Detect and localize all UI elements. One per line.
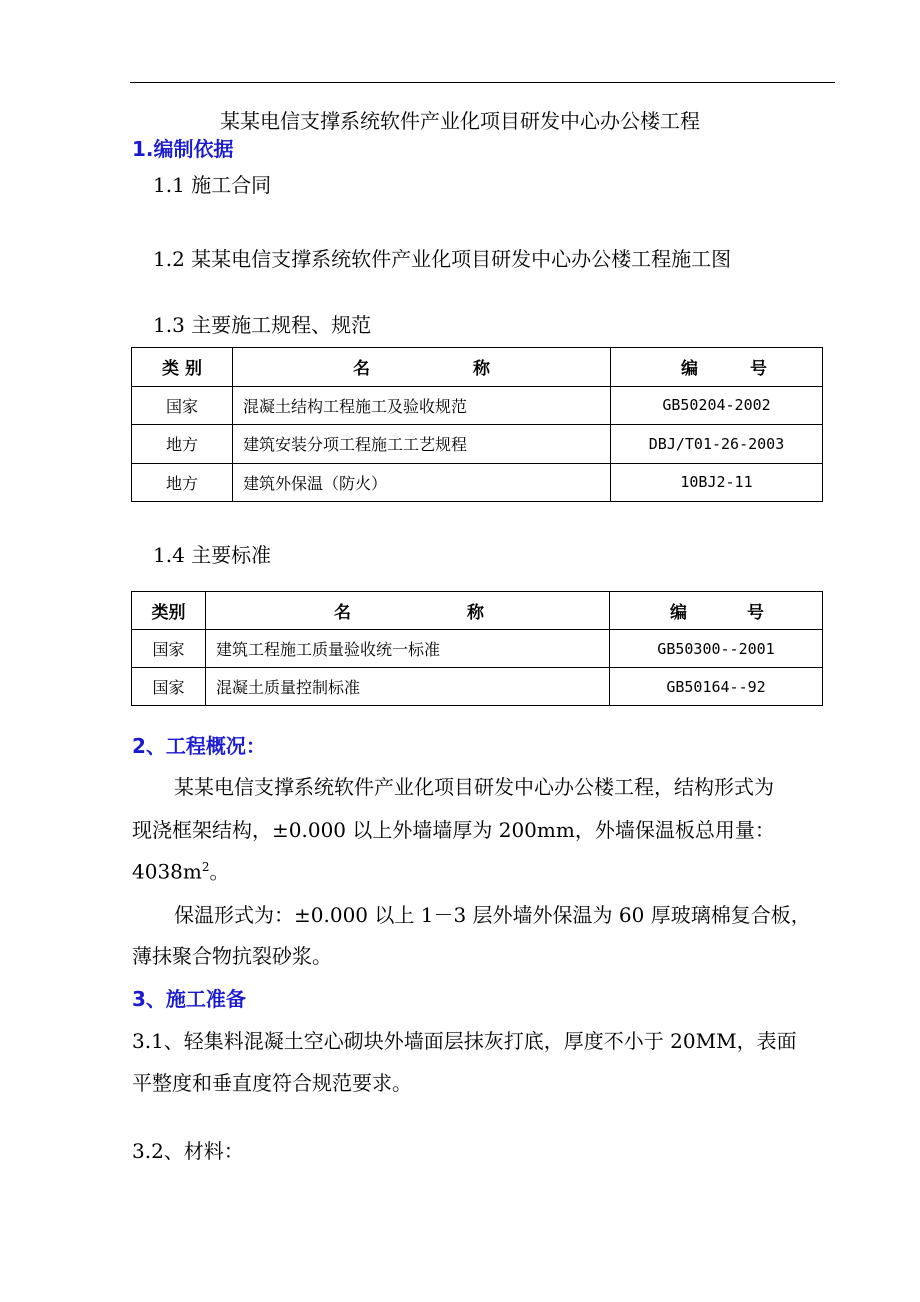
cell-name: 混凝土结构工程施工及验收规范 bbox=[233, 386, 611, 425]
section-1-4: 1.4 主要标准 bbox=[153, 543, 272, 567]
cell-category: 国家 bbox=[132, 668, 206, 706]
regulations-table bbox=[131, 347, 823, 502]
cell-name: 建筑安装分项工程施工工艺规程 bbox=[233, 425, 611, 464]
section-1-2: 1.2 某某电信支撑系统软件产业化项目研发中心办公楼工程施工图 bbox=[153, 247, 732, 271]
table-row bbox=[132, 630, 823, 668]
section-3-1-line-1: 3.1、轻集料混凝土空心砌块外墙面层抹灰打底，厚度不小于 20MM，表面 bbox=[132, 1029, 797, 1053]
section-3-2: 3.2、材料： bbox=[132, 1139, 244, 1163]
section-2-heading: 2、工程概况： bbox=[132, 734, 266, 758]
overview-line-2: 现浇框架结构，±0.000 以上外墙墙厚为 200mm，外墙保温板总用量： bbox=[132, 818, 775, 842]
header-name: 名 称 bbox=[233, 348, 611, 387]
section-1-1: 1.1 施工合同 bbox=[153, 173, 272, 197]
cell-code: GB50204-2002 bbox=[611, 386, 823, 425]
cell-code: 10BJ2-11 bbox=[611, 463, 823, 502]
cell-category: 地方 bbox=[132, 463, 233, 502]
section-3-1-line-2: 平整度和垂直度符合规范要求。 bbox=[132, 1071, 412, 1095]
cell-category: 国家 bbox=[132, 386, 233, 425]
header-name: 名 称 bbox=[206, 592, 610, 630]
section-3-heading: 3、施工准备 bbox=[132, 987, 246, 1011]
table-header-row bbox=[132, 348, 823, 387]
cell-code: GB50164--92 bbox=[610, 668, 823, 706]
table-row bbox=[132, 668, 823, 706]
header-category: 类 别 bbox=[132, 348, 233, 387]
cell-category: 国家 bbox=[132, 630, 206, 668]
cell-category: 地方 bbox=[132, 425, 233, 464]
table-row bbox=[132, 386, 823, 425]
insulation-line-2: 薄抹聚合物抗裂砂浆。 bbox=[132, 944, 332, 968]
section-1-heading: 1.编制依据 bbox=[132, 137, 234, 161]
table-row bbox=[132, 463, 823, 502]
header-rule bbox=[130, 82, 835, 83]
header-code: 编 号 bbox=[610, 592, 823, 630]
overview-line-3: $4038m^2$。 bbox=[132, 859, 230, 884]
standards-table bbox=[131, 591, 823, 706]
section-1-3: 1.3 主要施工规程、规范 bbox=[153, 313, 372, 337]
cell-code: DBJ/T01-26-2003 bbox=[611, 425, 823, 464]
insulation-line-1: 保温形式为：±0.000 以上 1－3 层外墙外保温为 60 厚玻璃棉复合板， bbox=[174, 903, 811, 927]
table-header-row bbox=[132, 592, 823, 630]
header-code: 编 号 bbox=[611, 348, 823, 387]
document-title: 某某电信支撑系统软件产业化项目研发中心办公楼工程 bbox=[220, 109, 700, 133]
cell-name: 建筑外保温（防火） bbox=[233, 463, 611, 502]
cell-name: 混凝土质量控制标准 bbox=[206, 668, 610, 706]
overview-line-1: 某某电信支撑系统软件产业化项目研发中心办公楼工程，结构形式为 bbox=[174, 775, 774, 799]
cell-name: 建筑工程施工质量验收统一标准 bbox=[206, 630, 610, 668]
cell-code: GB50300--2001 bbox=[610, 630, 823, 668]
header-category: 类别 bbox=[132, 592, 206, 630]
table-row bbox=[132, 425, 823, 464]
